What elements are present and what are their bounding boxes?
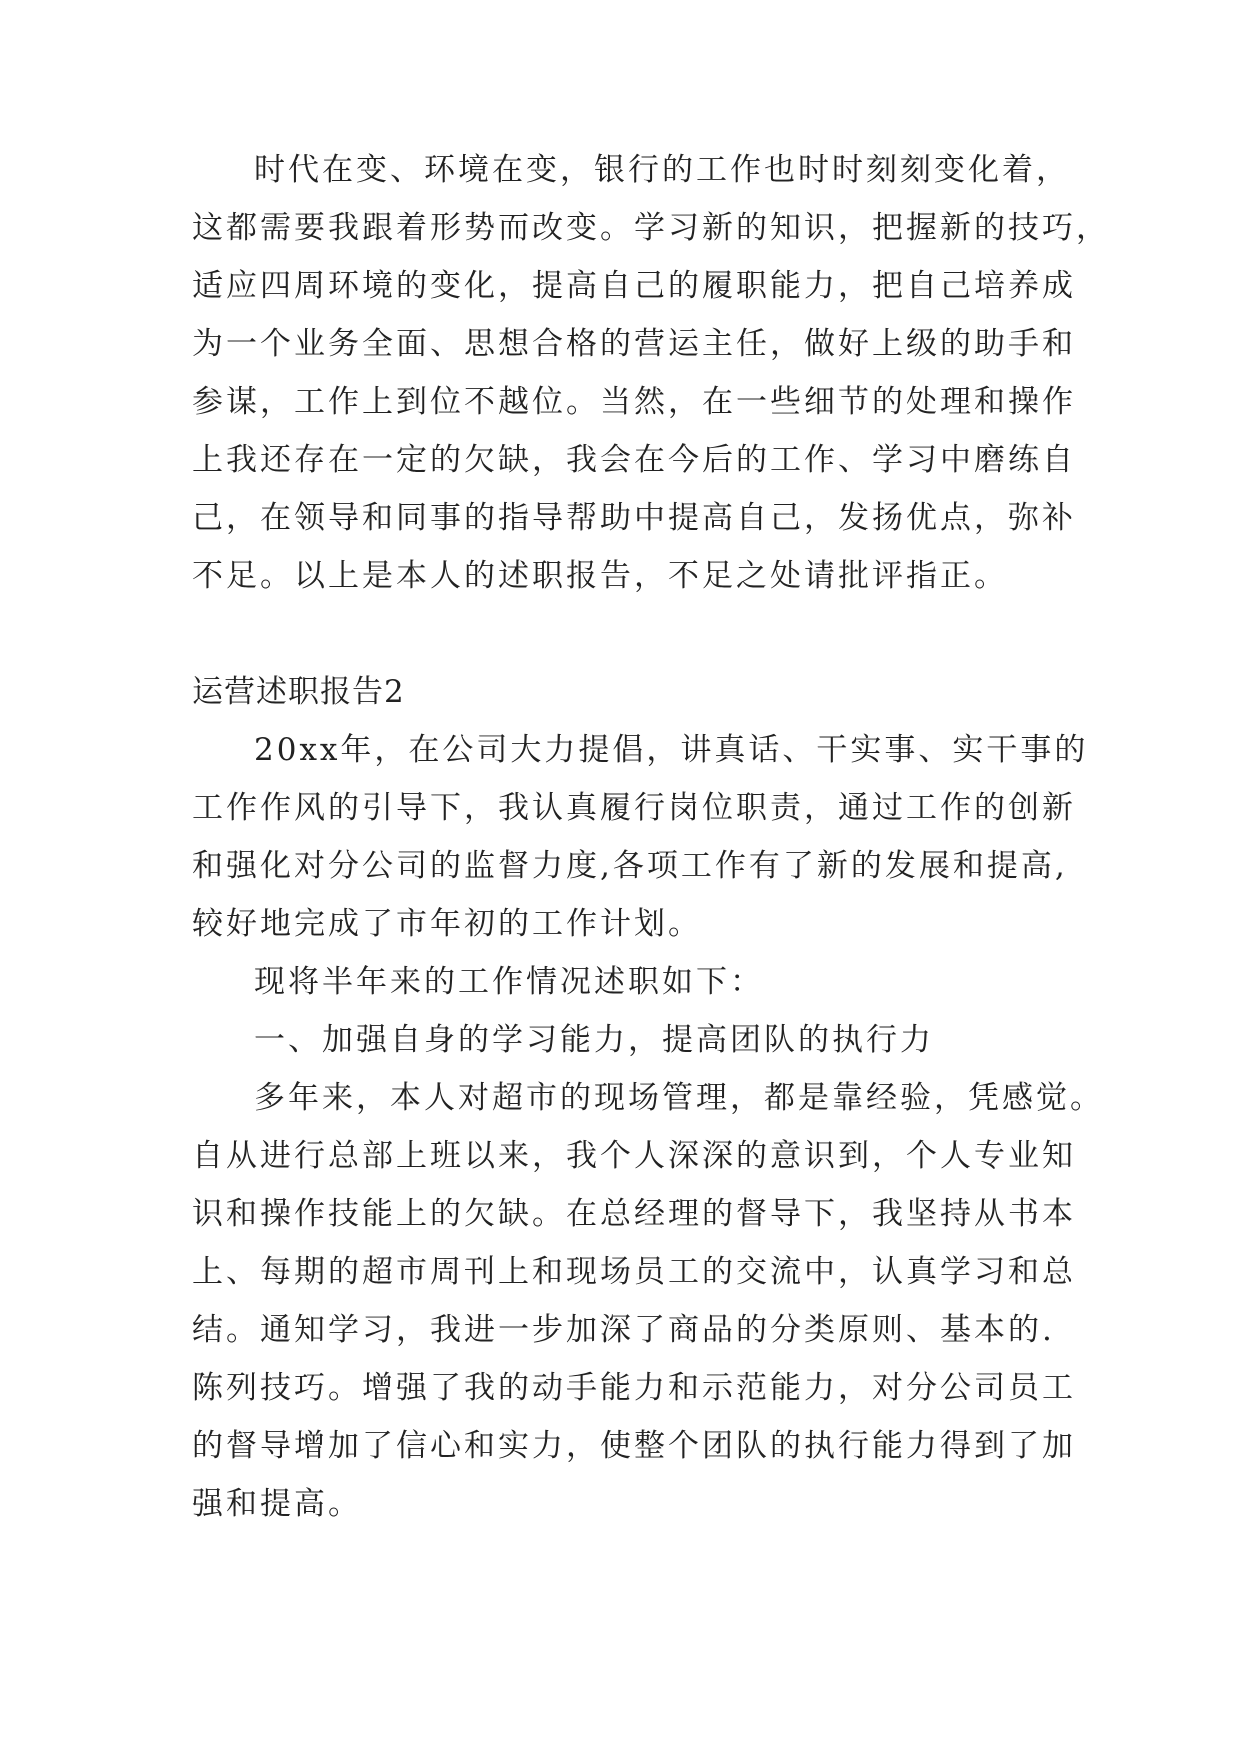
paragraph-line: 工作作风的引导下，我认真履行岗位职责，通过工作的创新 <box>192 790 1076 826</box>
paragraph-line: 多年来，本人对超市的现场管理，都是靠经验，凭感觉。 <box>254 1080 1104 1116</box>
paragraph-line: 参谋，工作上到位不越位。当然，在一些细节的处理和操作 <box>192 384 1076 420</box>
paragraph-line: 己，在领导和同事的指导帮助中提高自己，发扬优点，弥补 <box>192 500 1076 536</box>
paragraph-line: 的督导增加了信心和实力，使整个团队的执行能力得到了加 <box>192 1428 1076 1464</box>
paragraph-line: 较好地完成了市年初的工作计划。 <box>192 906 702 942</box>
paragraph-line: 为一个业务全面、思想合格的营运主任，做好上级的助手和 <box>192 326 1076 362</box>
paragraph-line: 上、每期的超市周刊上和现场员工的交流中，认真学习和总 <box>192 1254 1076 1290</box>
paragraph-line: 这都需要我跟着形势而改变。学习新的知识，把握新的技巧， <box>192 210 1110 246</box>
paragraph-line: 上我还存在一定的欠缺，我会在今后的工作、学习中磨练自 <box>192 442 1076 478</box>
paragraph-line: 强和提高。 <box>192 1486 362 1522</box>
paragraph-line: 陈列技巧。增强了我的动手能力和示范能力，对分公司员工 <box>192 1370 1076 1406</box>
subheading-line: 一、加强自身的学习能力，提高团队的执行力 <box>254 1022 934 1058</box>
paragraph-line: 结。通知学习，我进一步加深了商品的分类原则、基本的. <box>192 1312 1055 1348</box>
paragraph-line: 识和操作技能上的欠缺。在总经理的督导下，我坚持从书本 <box>192 1196 1076 1232</box>
paragraph-line: 和强化对分公司的监督力度,各项工作有了新的发展和提高, <box>192 848 1068 884</box>
paragraph-line: 不足。以上是本人的述职报告，不足之处请批评指正。 <box>192 558 1008 594</box>
paragraph-line: 现将半年来的工作情况述职如下： <box>254 964 764 1000</box>
paragraph-line: 适应四周环境的变化，提高自己的履职能力，把自己培养成 <box>192 268 1076 304</box>
paragraph-line: 自从进行总部上班以来，我个人深深的意识到，个人专业知 <box>192 1138 1076 1174</box>
paragraph-line: 20xx年，在公司大力提倡，讲真话、干实事、实干事的 <box>254 732 1089 768</box>
paragraph-line: 时代在变、环境在变，银行的工作也时时刻刻变化着， <box>254 152 1070 188</box>
section-heading: 运营述职报告2 <box>192 674 405 710</box>
